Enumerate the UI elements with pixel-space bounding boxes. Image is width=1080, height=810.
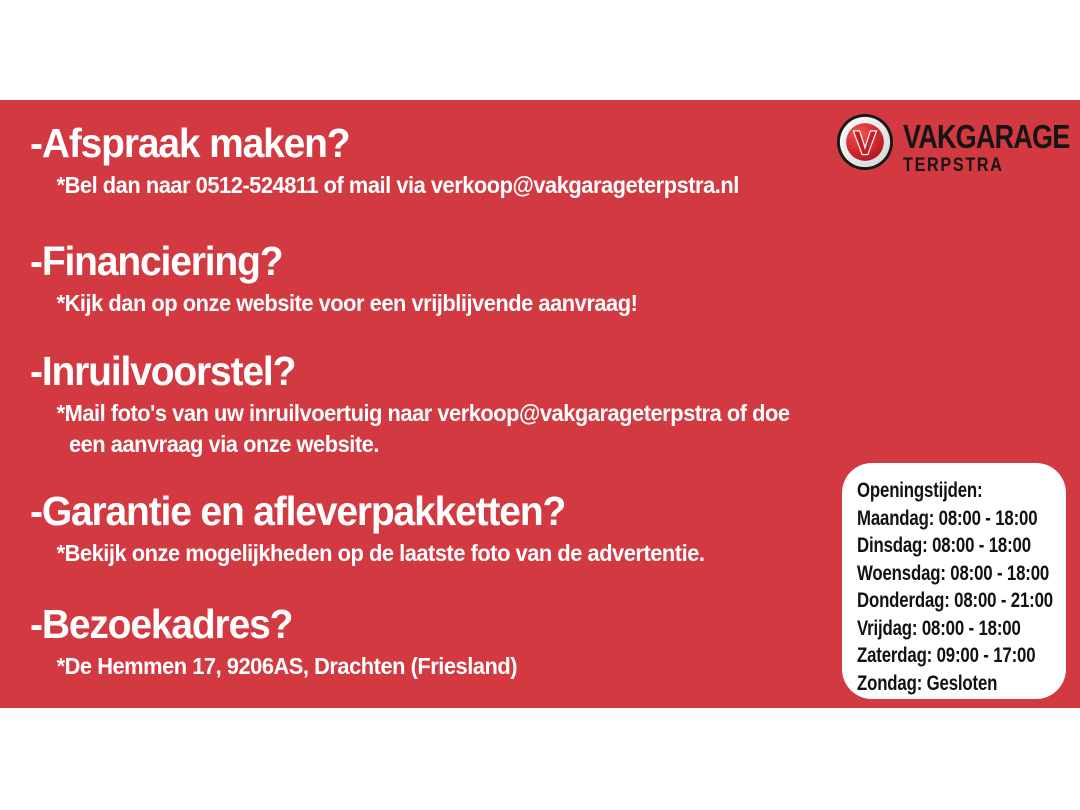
section-heading: -Bezoekadres?: [30, 601, 293, 647]
brand-name: VAKGARAGE: [903, 118, 1070, 155]
section-detail: *Bel dan naar 0512-524811 of mail via verkoop@vakgarageterpstra.nl: [56, 172, 739, 198]
section-heading: -Inruilvoorstel?: [30, 348, 296, 394]
section-heading: -Garantie en afleverpakketten?: [30, 488, 566, 534]
opening-hours-title: Openingstijden:: [857, 479, 983, 502]
opening-hours-row: Zaterdag: 09:00 - 17:00: [857, 644, 1036, 667]
section-afspraak-maken: [30, 120, 776, 201]
brand-logo: [836, 113, 1080, 176]
section-detail: *Bekijk onze mogelijkheden op de laatste foto van de advertentie.: [56, 540, 705, 566]
section-bezoekadres: [30, 601, 543, 682]
opening-hours-row: Vrijdag: 08:00 - 18:00: [857, 616, 1021, 640]
v-letter: V: [854, 124, 876, 162]
opening-hours-row: Zondag: Gesloten: [857, 671, 998, 695]
vakgarage-v-icon: [836, 113, 894, 171]
logo-text: [903, 113, 1080, 176]
opening-hours-list: [857, 477, 1053, 697]
opening-hours-row: Dinsdag: 08:00 - 18:00: [857, 534, 1031, 557]
opening-hours-row: Woensdag: 08:00 - 18:00: [857, 561, 1050, 585]
section-financiering: [30, 238, 669, 319]
opening-hours-card: [842, 463, 1066, 699]
section-garantie-afleverpakketten: [30, 488, 740, 569]
section-detail: *Mail foto's van uw inruilvoertuig naar verkoop@vakgarageterpstra of doe: [56, 400, 790, 426]
brand-subname: TERPSTRA: [903, 155, 1004, 176]
section-detail-continued: een aanvraag via onze website.: [68, 431, 379, 457]
opening-hours-row: Donderdag: 08:00 - 21:00: [857, 589, 1053, 612]
section-heading: -Financiering?: [30, 238, 283, 284]
section-inruilvoorstel: [30, 348, 830, 460]
section-detail: *De Hemmen 17, 9206AS, Drachten (Friesland): [56, 653, 518, 679]
section-detail: *Kijk dan op onze website voor een vrijblijvende aanvraag!: [56, 290, 638, 316]
opening-hours-row: Maandag: 08:00 - 18:00: [857, 506, 1038, 530]
red-background-band: [0, 100, 1080, 708]
section-heading: -Afspraak maken?: [30, 120, 350, 166]
